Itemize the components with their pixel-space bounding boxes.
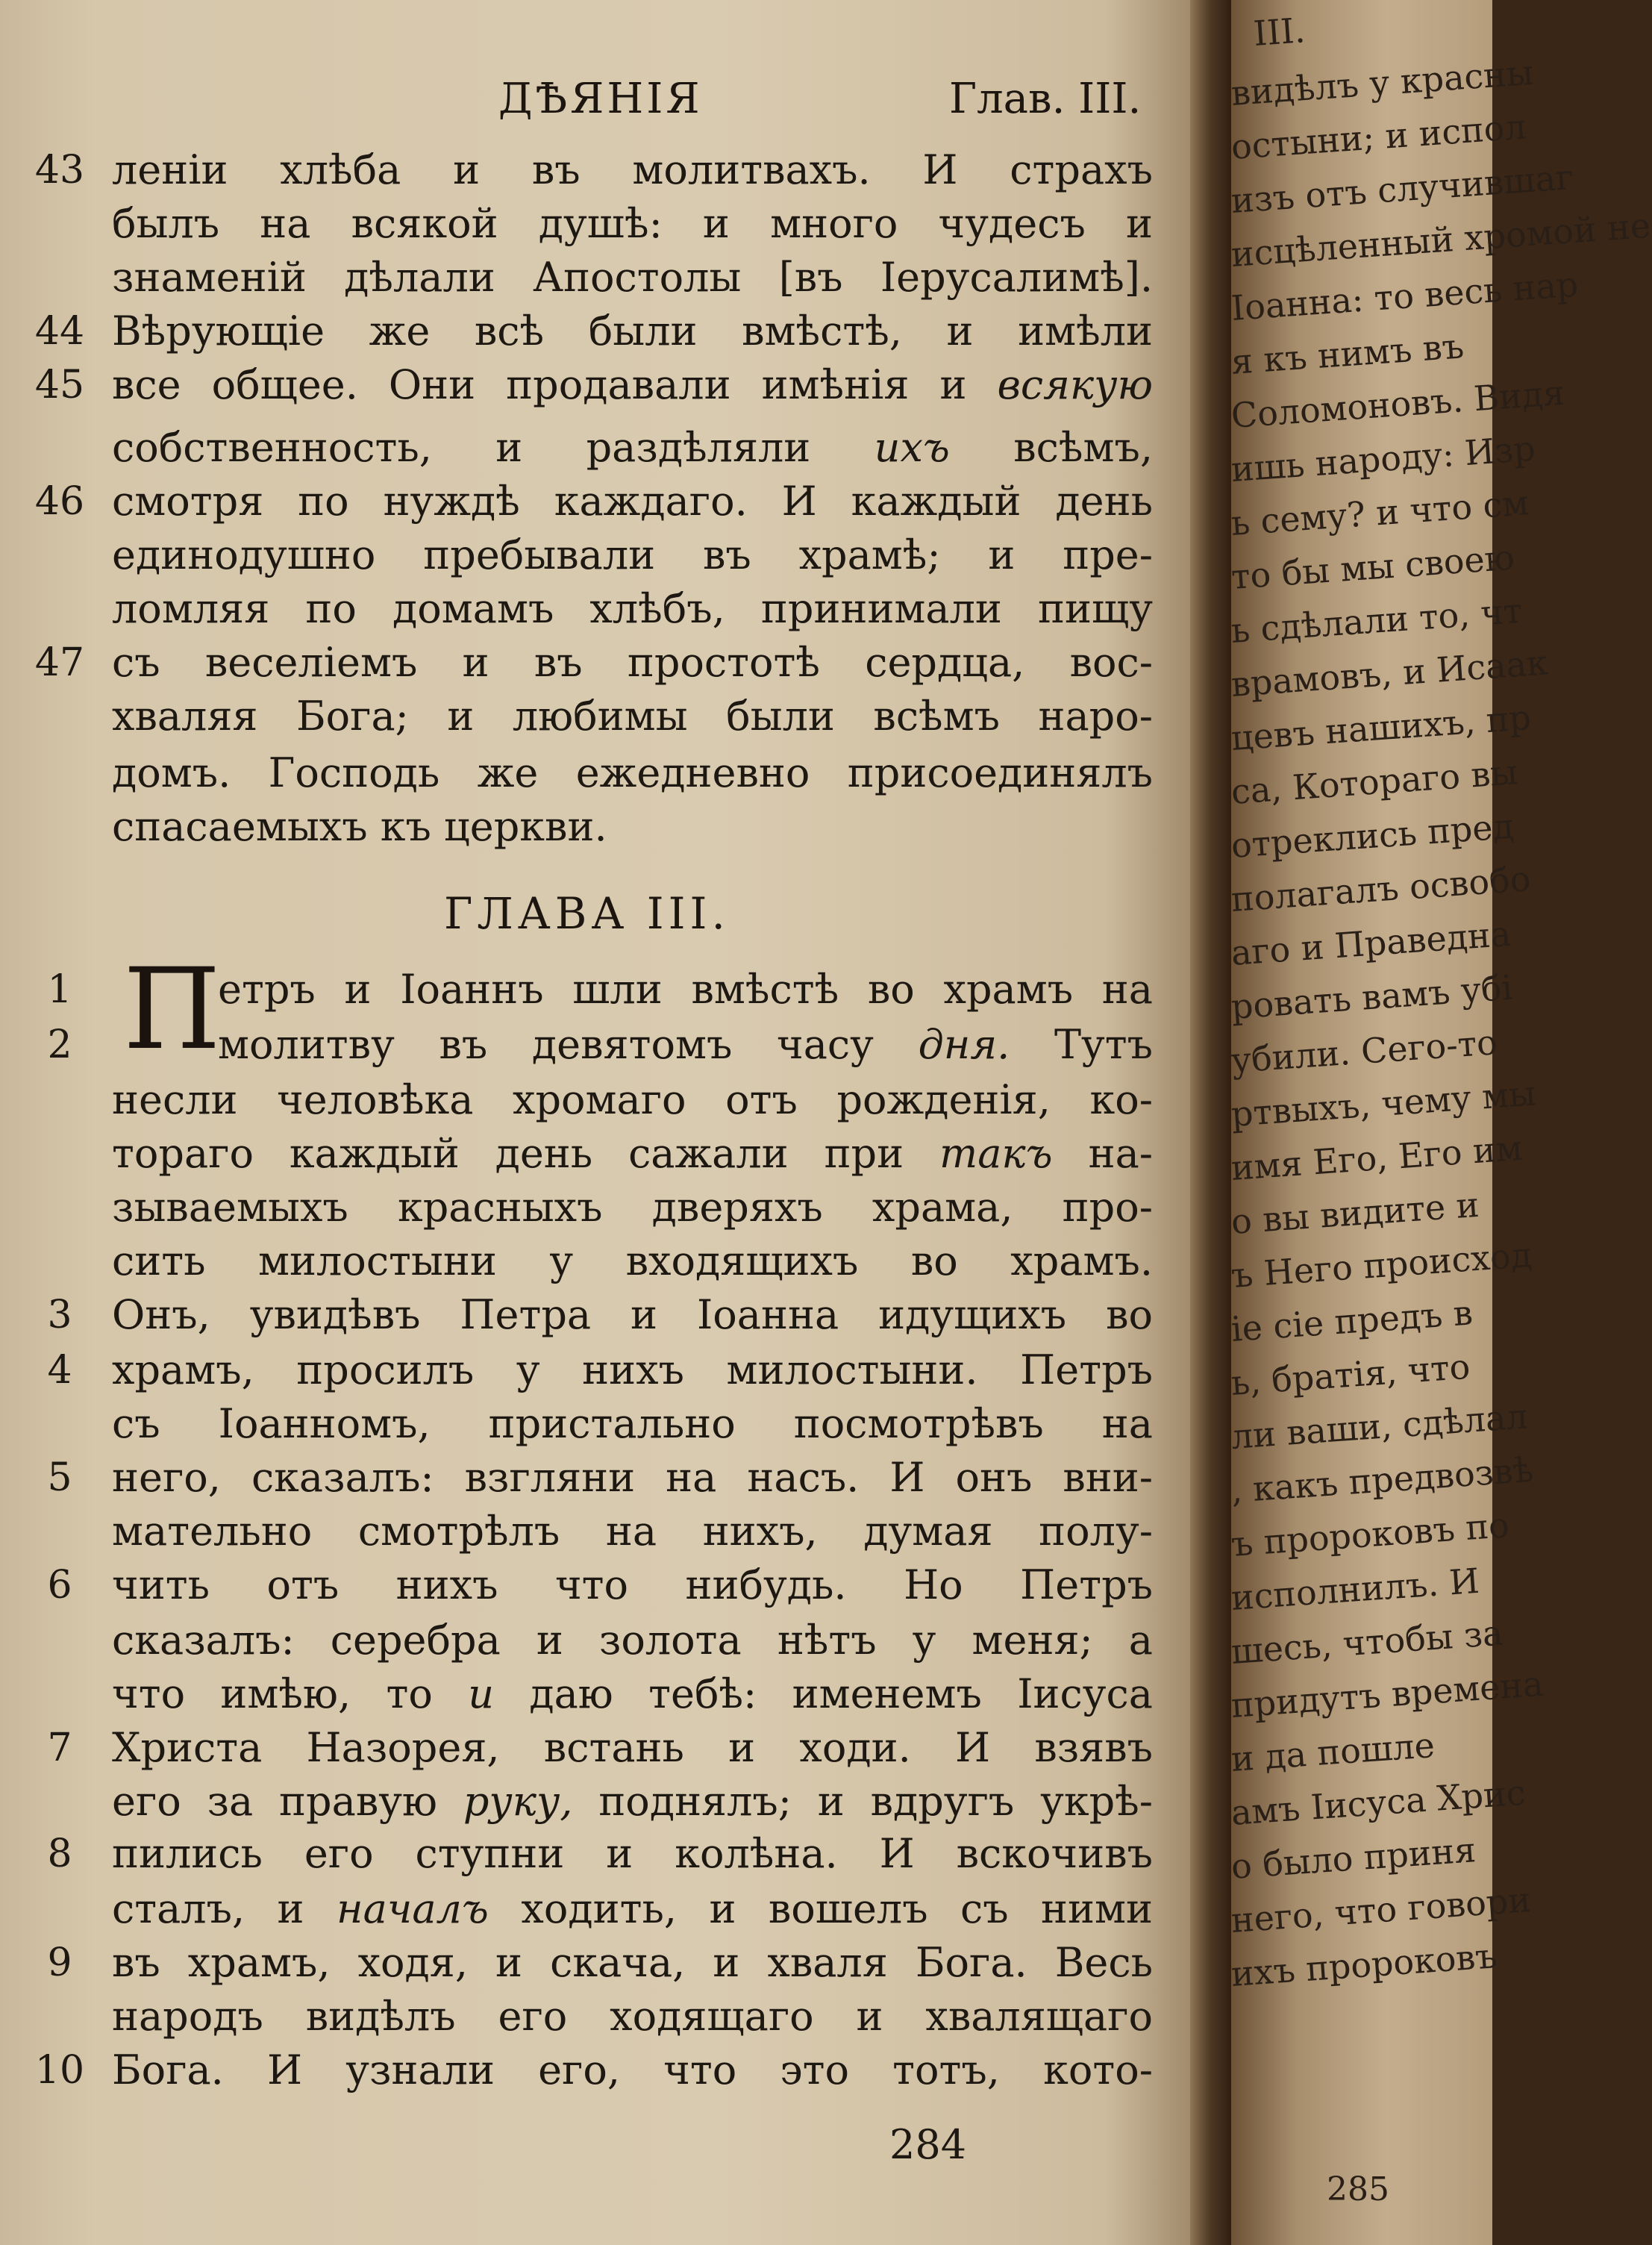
text-span: Тутъ (1054, 1021, 1153, 1068)
text-line: ь сдѣлали то, чт (1230, 590, 1524, 651)
text-line (218, 1018, 1153, 1072)
page-number: 285 (1327, 2170, 1389, 2208)
verse-number: 3 (47, 1293, 72, 1337)
text-line: спасаемыхъ къ церкви. (112, 803, 607, 850)
page-number: 284 (889, 2121, 967, 2168)
text-line: ровать вамъ убі (1230, 967, 1515, 1027)
text-line: него, сказалъ: взгляни на насъ. И онъ вни- (112, 1454, 1153, 1501)
text-line: съ веселіемъ и въ простотѣ сердца, вос- (112, 639, 1153, 686)
text-line: смотря по нуждѣ каждаго. И каждый день (112, 478, 1153, 525)
text-line (112, 1667, 1153, 1721)
text-line: сказалъ: серебра и золота нѣтъ у меня; а (112, 1617, 1153, 1664)
text-span: его за правую (112, 1778, 438, 1825)
text-line: , какъ предвозвѣ (1230, 1449, 1535, 1511)
text-line (112, 1882, 1153, 1936)
verse-number: 2 (47, 1022, 72, 1067)
text-line: хваляя Бога; и любимы были всѣмъ наро- (112, 693, 1153, 740)
verse-number: 1 (47, 967, 72, 1012)
text-line: пились его ступни и колѣна. И вскочивъ (112, 1830, 1153, 1877)
italic-word: такъ (939, 1130, 1053, 1177)
verse-number: 8 (47, 1832, 72, 1876)
text-line: исполнилъ. И (1230, 1560, 1481, 1618)
italic-word: началъ (337, 1885, 489, 1932)
text-line: амъ Іисуса Хрис (1230, 1772, 1527, 1833)
text-line: аго и Праведна (1230, 913, 1512, 973)
text-line: Соломоновъ. Видя (1230, 372, 1566, 436)
text-line: я къ нимъ въ (1230, 325, 1465, 382)
text-line: и да пошле (1230, 1725, 1436, 1779)
text-line: съ Іоанномъ, пристально посмотрѣвъ на (112, 1400, 1153, 1447)
verse-number: 7 (47, 1726, 72, 1770)
verse-number: 45 (34, 363, 85, 408)
text-line: придутъ времена (1230, 1663, 1545, 1726)
text-line: изъ отъ случившаг (1230, 156, 1575, 221)
text-line: былъ на всякой душѣ: и много чудесъ и (112, 200, 1153, 247)
text-line: домъ. Господь же ежедневно присоединялъ (112, 749, 1153, 796)
text-span: на- (1088, 1130, 1154, 1177)
text-line: леніи хлѣба и въ молитвахъ. И страхъ (112, 146, 1153, 193)
text-line: Бога. И узнали его, что это тотъ, кото- (112, 2046, 1153, 2093)
verse-number: 43 (34, 148, 85, 193)
text-line: него, что говори (1230, 1879, 1533, 1940)
chapter-heading: ГЛАВА III. (444, 888, 730, 939)
text-line: са, Котораго вы (1230, 752, 1519, 812)
text-line: зываемыхъ красныхъ дверяхъ храма, про- (112, 1184, 1153, 1231)
text-line: ртвыхъ, чему мы (1230, 1072, 1538, 1134)
text-line: ихъ пророковъ (1230, 1935, 1499, 1994)
text-span: поднялъ; и вдругъ укрѣ- (598, 1778, 1153, 1825)
text-line: ъ пророковъ по (1230, 1505, 1511, 1564)
text-line (112, 421, 1153, 475)
text-line: сить милостыни у входящихъ во храмъ. (112, 1237, 1153, 1284)
text-line: то бы мы своею (1230, 537, 1516, 597)
text-line (112, 358, 1153, 412)
text-line: чить отъ нихъ что нибудь. Но Петръ (112, 1561, 1153, 1608)
italic-word: всякую (997, 361, 1154, 408)
text-span: тораго каждый день сажали при (112, 1130, 904, 1177)
verse-number: 5 (47, 1455, 72, 1500)
verse-number: 6 (47, 1563, 72, 1608)
text-line: шесь, чтобы за (1230, 1612, 1505, 1672)
verse-number: 10 (34, 2048, 85, 2093)
text-line: знаменій дѣлали Апостолы [въ Іерусалимѣ]. (112, 254, 1153, 301)
text-line: несли человѣка хромаго отъ рожденія, ко- (112, 1076, 1153, 1123)
text-line: ли ваши, сдѣлал (1230, 1396, 1530, 1457)
text-span: даю тебѣ: именемъ Іисуса (529, 1670, 1153, 1717)
verse-number: 47 (34, 640, 85, 685)
text-line: единодушно пребывали въ храмѣ; и пре- (112, 531, 1153, 578)
verse-number: 4 (47, 1348, 72, 1393)
book-gutter (1190, 0, 1235, 2245)
text-line: Христа Назорея, встань и ходи. И взявъ (112, 1724, 1153, 1771)
text-line: о вы видите и (1230, 1184, 1481, 1242)
text-line: етръ и Іоаннъ шли вмѣстѣ во храмъ на (218, 966, 1153, 1013)
text-line: народъ видѣлъ его ходящаго и хвалящаго (112, 1993, 1153, 2040)
chapter-reference: Глав. III. (949, 75, 1142, 123)
running-title: ДѢЯНІЯ (498, 75, 703, 123)
text-line: Вѣрующіе же всѣ были вмѣстѣ, и имѣли (112, 307, 1153, 355)
text-line: ь сему? и что см (1230, 482, 1530, 543)
text-line: исцѣленный хромой не (1230, 204, 1652, 275)
text-span: сталъ, и (112, 1885, 304, 1932)
text-span: все общее. Они продавали имѣнія и (112, 361, 967, 408)
text-line: іе сіе предъ в (1230, 1292, 1474, 1349)
text-line: имя Его, Его им (1230, 1127, 1524, 1188)
right-page (1230, 0, 1652, 2245)
text-span: собственность, и раздѣляли (112, 424, 811, 471)
text-line (112, 1775, 1153, 1829)
text-line: ломляя по домамъ хлѣбъ, принимали пищу (112, 585, 1153, 632)
verse-number: 46 (34, 479, 85, 524)
text-line: Онъ, увидѣвъ Петра и Іоанна идущихъ во (112, 1291, 1153, 1338)
text-line: III. (1252, 10, 1307, 54)
text-line: видѣлъ у красны (1230, 51, 1535, 113)
text-line: въ храмъ, ходя, и скача, и хваля Бога. Весь (112, 1939, 1153, 1986)
text-line: храмъ, просилъ у нихъ милостыни. Петръ (112, 1346, 1153, 1393)
italic-word: дня. (918, 1021, 1010, 1068)
verse-number: 44 (34, 309, 85, 354)
text-line: врамовъ, и Исаак (1230, 642, 1550, 705)
text-line: ъ Него происход (1230, 1234, 1533, 1296)
text-line: ь, братія, что (1230, 1346, 1471, 1403)
text-line: о было приня (1230, 1829, 1477, 1887)
text-line: полагалъ освобо (1230, 858, 1532, 919)
text-span: молитву въ девятомъ часу (218, 1021, 874, 1068)
text-line: мательно смотрѣлъ на нихъ, думая полу- (112, 1508, 1153, 1555)
italic-word: руку, (463, 1778, 573, 1825)
text-span: ходить, и вошелъ съ ними (521, 1885, 1154, 1932)
text-line (112, 1127, 1153, 1181)
drop-cap: П (123, 945, 221, 1075)
text-line: цевъ нашихъ, пр (1230, 696, 1533, 758)
text-line: остыни; и испол (1230, 106, 1528, 167)
text-line: убили. Сего-то (1230, 1022, 1499, 1081)
text-line: Іоанна: то весь нар (1230, 263, 1580, 328)
text-line: отреклись пред (1230, 805, 1515, 866)
italic-word: ихъ (874, 424, 950, 471)
verse-number: 9 (47, 1940, 72, 1985)
italic-word: и (468, 1670, 495, 1717)
text-span: что имѣю, то (112, 1670, 433, 1717)
text-line: ишь народу: Изр (1230, 428, 1537, 490)
text-span: всѣмъ, (1013, 424, 1153, 471)
